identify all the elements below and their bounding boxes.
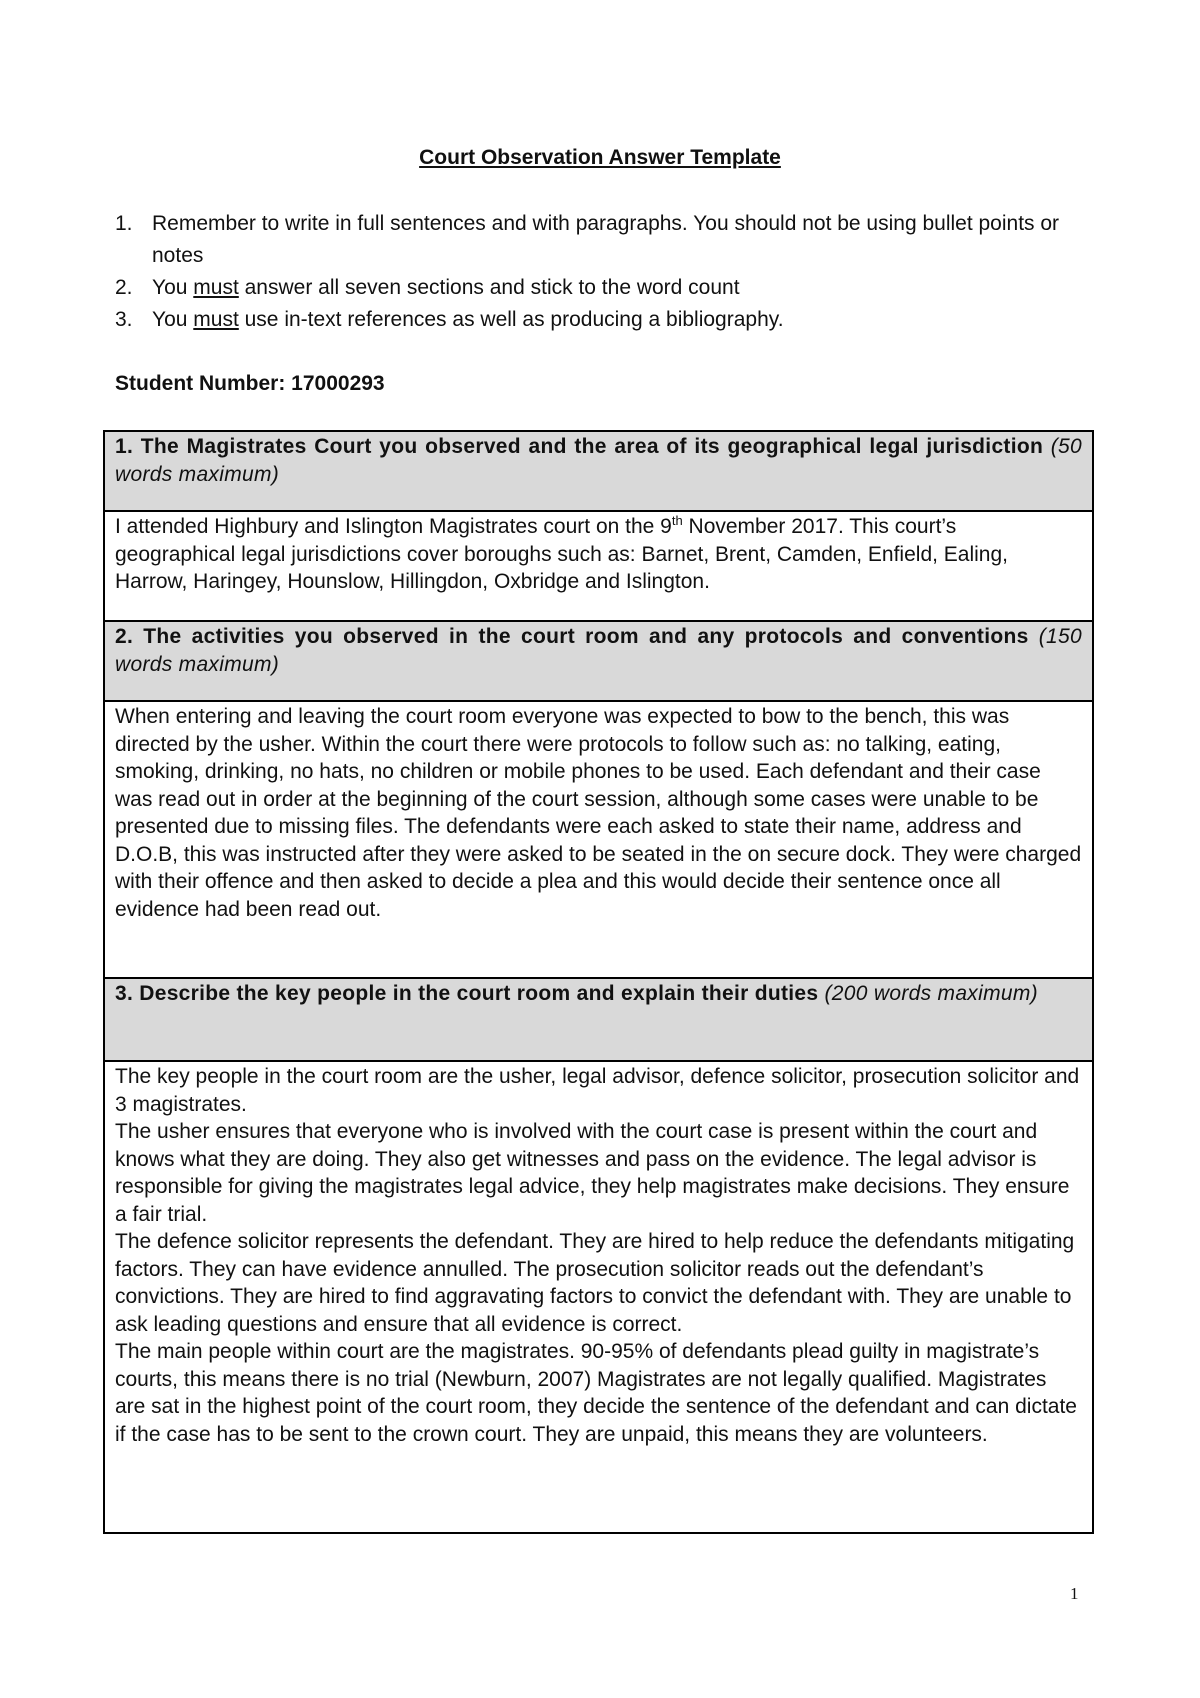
instruction-text: use in-text references as well as producing a bibliography. (238, 308, 784, 331)
question-row (104, 431, 1093, 511)
answer-paragraph: The key people in the court room are the usher, legal advisor, defence solicitor, prosecution solicitor and 3 magistrates. (115, 1065, 1080, 1116)
instruction-text: You (152, 308, 194, 331)
question-text: 1. The Magistrates Court you observed and the area of its geographical legal jurisdiction (115, 435, 1044, 458)
word-limit: (200 words maximum) (824, 982, 1038, 1005)
answer-paragraph: The defence solicitor represents the defendant. They are hired to help reduce the defendants mitigating factors. They can have evidence annulled. The prosecution solicitor reads out the defendant’s convictions. They are hired to find aggravating factors to convict the defendant with. They are unable to ask leading questions and ensure that all evidence is correct. (115, 1230, 1075, 1336)
answer-cell-2 (104, 701, 1093, 978)
question-cell-1 (104, 431, 1093, 511)
question-cell-2 (104, 621, 1093, 701)
answer-cell-1 (104, 511, 1093, 621)
answer-text: November 2017. This court’s geographical legal jurisdictions cover boroughs such as: Barnet, Brent, Camden, Enfield, Ealing, Harrow, Haringey, Hounslow, Hillingdon, Oxbridge and Islington. (115, 515, 1009, 593)
instructions-list (115, 208, 1075, 336)
instruction-number: 2. (115, 276, 133, 299)
answer-cell-3 (104, 1061, 1093, 1533)
answer-paragraph: The main people within court are the magistrates. 90-95% of defendants plead guilty in magistrate’s courts, this means there is no trial (Newburn, 2007) Magistrates are not legally qualified. Magistrates are sat in the highest point of the court room, they decide the sentence of the defendant and can dictate if the case has to be sent to the crown court. They are unpaid, this means they are volunteers. (115, 1340, 1077, 1446)
answer-paragraph: The usher ensures that everyone who is involved with the court case is present within the court and knows what they are doing. They also get witnesses and pass on the evidence. The legal advisor is responsible for giving the magistrates legal advice, they help magistrates make decisions. They ensure a fair trial. (115, 1120, 1070, 1226)
question-row (104, 978, 1093, 1061)
instruction-number: 1. (115, 212, 133, 235)
word-limit: (150 words maximum) (115, 625, 1082, 676)
student-number-value: 17000293 (291, 372, 385, 395)
question-row (104, 621, 1093, 701)
instruction-item (115, 208, 1075, 272)
answer-text: I attended Highbury and Islington Magistrates court on the 9 (115, 515, 672, 538)
ordinal-suffix: th (671, 513, 683, 528)
student-number-line (115, 371, 385, 397)
student-number-label: Student Number: (115, 372, 286, 395)
answer-table (103, 430, 1094, 1534)
answer-row (104, 701, 1093, 978)
answer-row (104, 511, 1093, 621)
instruction-item (115, 304, 1075, 336)
instruction-emphasis: must (193, 308, 239, 331)
instruction-text: answer all seven sections and stick to the word count (238, 276, 740, 299)
document-title: Court Observation Answer Template (419, 146, 781, 169)
answer-row (104, 1061, 1093, 1533)
instruction-text: You (152, 276, 194, 299)
instruction-text: Remember to write in full sentences and with paragraphs. You should not be using bullet points or notes (152, 212, 1060, 267)
question-text: 3. Describe the key people in the court room and explain their duties (115, 982, 819, 1005)
instruction-emphasis: must (193, 276, 239, 299)
question-text: 2. The activities you observed in the court room and any protocols and conventions (115, 625, 1029, 648)
instruction-number: 3. (115, 308, 133, 331)
page-number: 1 (1070, 1584, 1079, 1603)
instruction-item (115, 272, 1075, 304)
word-limit: (50 words maximum) (115, 435, 1082, 486)
answer-text: When entering and leaving the court room everyone was expected to bow to the bench, this was directed by the usher. Within the court there were protocols to follow such as: no talking, eating, smoking, drinking, no hats, no children or mobile phones to be used. Each defendant and their case was read out in order at the beginning of the court session, although some cases were unable to be presented due to missing files. The defendants were each asked to state their name, address and D.O.B, this was instructed after they were asked to be seated in the on secure dock. They were charged with their offence and then asked to decide a plea and this would decide their sentence once all evidence had been read out. (115, 705, 1082, 921)
question-cell-3 (104, 978, 1093, 1061)
